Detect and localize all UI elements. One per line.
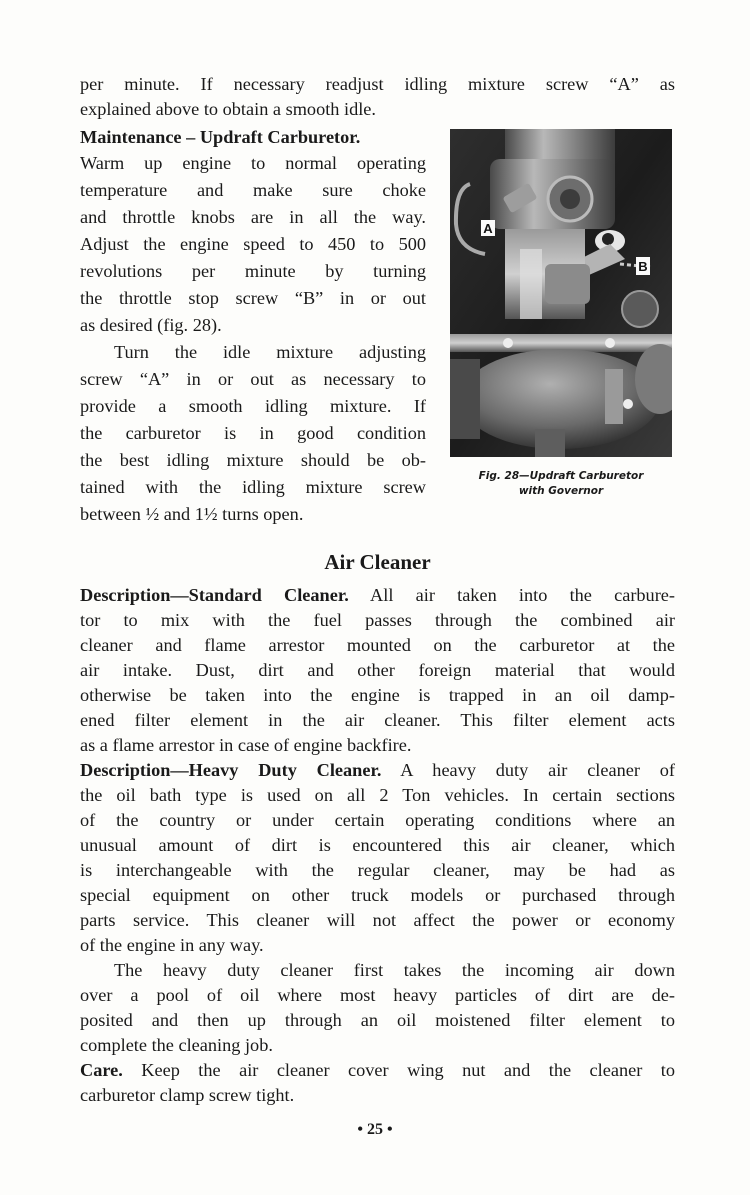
label-a: A <box>483 221 493 236</box>
text-line: complete the cleaning job. <box>80 1035 273 1055</box>
carburetor-photo <box>450 129 672 457</box>
section-heading-maintenance: Maintenance – Updraft Carburetor. <box>80 127 361 147</box>
text-line: Adjust the engine speed to 450 to 500 <box>80 234 426 254</box>
text-line: as a flame arrestor in case of engine backfire. <box>80 735 412 755</box>
text-line: the throttle stop screw “B” in or out <box>80 288 426 308</box>
text-line: the best idling mixture should be ob- <box>80 450 426 470</box>
text-line: over a pool of oil where most heavy particles of dirt are de- <box>80 985 675 1005</box>
text-line <box>80 1058 675 1083</box>
figure-caption <box>450 469 672 499</box>
text-line: of the country or under certain operating conditions where an <box>80 810 675 830</box>
text-line <box>80 758 675 783</box>
text-line: explained above to obtain a smooth idle. <box>80 99 376 119</box>
section-title-air-cleaner: Air Cleaner <box>324 550 431 574</box>
text-line: unusual amount of dirt is encountered this air cleaner, which <box>80 835 675 855</box>
text-line: tor to mix with the fuel passes through the combined air <box>80 610 675 630</box>
text-line: Warm up engine to normal operating <box>80 153 426 173</box>
label-b: B <box>638 259 648 274</box>
text-line: of the engine in any way. <box>80 935 264 955</box>
text-line: as desired (fig. 28). <box>80 315 222 335</box>
text-line: Turn the idle mixture adjusting <box>114 342 426 362</box>
text-line: posited and then up through an oil moistened filter element to <box>80 1010 675 1030</box>
text-line: the carburetor is in good condition <box>80 423 426 443</box>
text-line: is interchangeable with the regular cleaner, may be had as <box>80 860 675 880</box>
text-line: parts service. This cleaner will not affect the power or economy <box>80 910 675 930</box>
text-run: Keep the air cleaner cover wing nut and the cleaner to <box>122 1060 675 1080</box>
text-line: tained with the idling mixture screw <box>80 477 426 497</box>
text-line: The heavy duty cleaner first takes the incoming air down <box>114 960 675 980</box>
text-line: ened filter element in the air cleaner. This filter element acts <box>80 710 675 730</box>
text-line: screw “A” in or out as necessary to <box>80 369 426 389</box>
text-line: and throttle knobs are in all the way. <box>80 207 426 227</box>
page-number: • 25 • <box>357 1121 393 1138</box>
text-line <box>80 583 675 608</box>
paragraph-lead: Description—Standard Cleaner. <box>80 585 349 605</box>
text-line: carburetor clamp screw tight. <box>80 1085 295 1105</box>
text-line: cleaner and flame arrestor mounted on the carburetor at the <box>80 635 675 655</box>
text-run: A heavy duty air cleaner of <box>381 760 676 780</box>
text-line: revolutions per minute by turning <box>80 261 426 281</box>
text-line: per minute. If necessary readjust idling mixture screw “A” as <box>80 74 675 94</box>
text-line: between ½ and 1½ turns open. <box>80 504 304 524</box>
text-line: temperature and make sure choke <box>80 180 426 200</box>
text-line: air intake. Dust, dirt and other foreign material that would <box>80 660 675 680</box>
caption-line: with Governor <box>518 485 604 497</box>
text-line: provide a smooth idling mixture. If <box>80 396 426 416</box>
caption-line: Fig. 28—Updraft Carburetor <box>478 470 644 482</box>
text-line: the oil bath type is used on all 2 Ton vehicles. In certain sections <box>80 785 675 805</box>
text-line: special equipment on other truck models or purchased through <box>80 885 675 905</box>
text-line: otherwise be taken into the engine is trapped in an oil damp- <box>80 685 675 705</box>
paragraph-lead: Care. <box>80 1060 123 1080</box>
paragraph-lead: Description—Heavy Duty Cleaner. <box>80 760 382 780</box>
text-run: All air taken into the carbure- <box>348 585 675 605</box>
